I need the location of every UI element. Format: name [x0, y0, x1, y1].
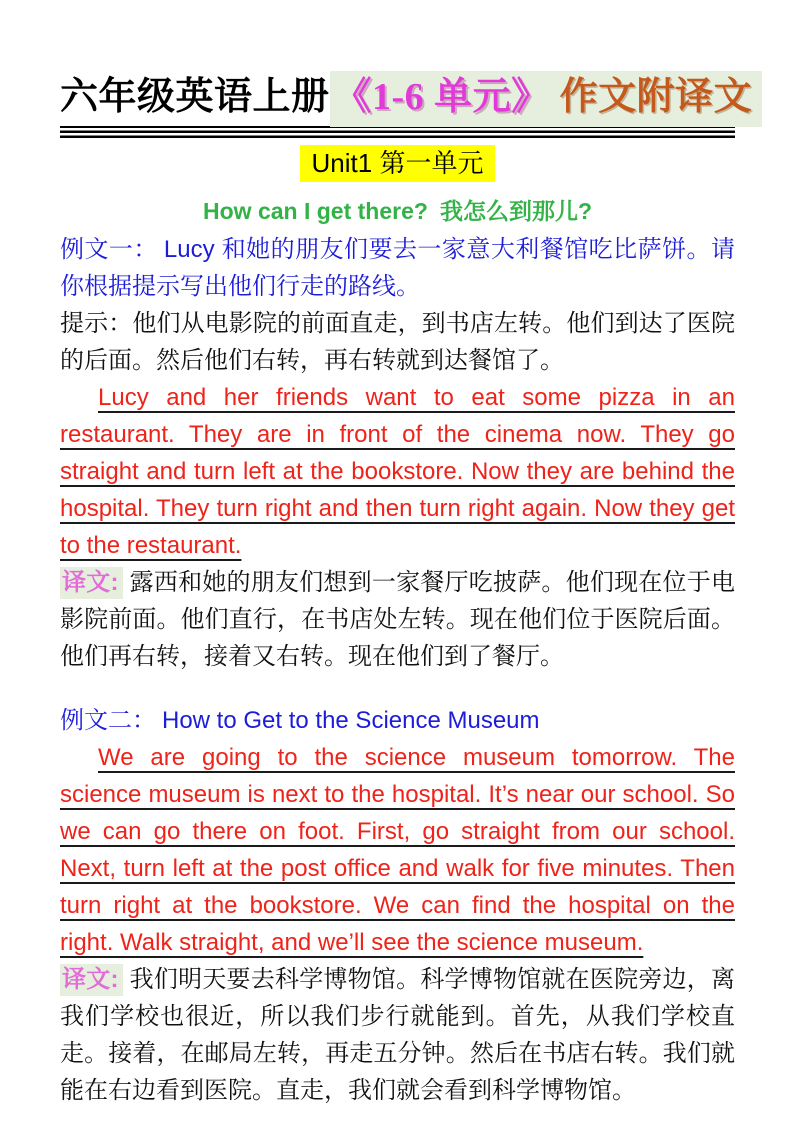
example1-translation: [60, 564, 735, 675]
example1-hint-text: 他们从电影院的前面直走，到书店左转。他们到达了医院的后面。然后他们右转，再右转就到达餐馆了。: [60, 310, 736, 374]
example1-hint-label: 提示：: [60, 310, 133, 337]
example2-essay-title: How to Get to the Science Museum: [162, 707, 540, 734]
title-suffix-text: 作文附译文: [559, 76, 753, 118]
topic-heading-zh: 我怎么到那儿?: [439, 198, 592, 224]
example1-prompt-label: 例文一：: [60, 236, 158, 263]
example2-heading: [60, 702, 735, 739]
example1-essay-english: Lucy and her friends want to eat some pizza in an restaurant. They are in front of the cinema now. They go straight and turn left at the bookstore. Now they are behind the hospital. They turn right and then turn right again. Now they get to the restaurant.: [60, 384, 735, 559]
example1-prompt-text: Lucy 和她的朋友们要去一家意大利餐馆吃比萨饼。请你根据提示写出他们行走的路线。: [60, 236, 736, 300]
example2-translation: [60, 961, 735, 1109]
example2-translation-text: 我们明天要去科学博物馆。科学博物馆就在医院旁边，离我们学校也很近，所以我们步行就能到。首先，从我们学校直走。接着，在邮局左转，再走五分钟。然后在书店右转。我们就能在右边看到医院。直走，我们就会看到科学博物馆。: [60, 966, 735, 1104]
example1-translation-text: 露西和她的朋友们想到一家餐厅吃披萨。他们现在位于电影院前面。他们直行，在书店处左转。现在他们位于医院后面。他们再右转，接着又右转。现在他们到了餐厅。: [60, 569, 735, 670]
example2-translation-label: 译文:: [60, 964, 123, 996]
topic-heading-en: How can I get there?: [203, 198, 428, 224]
example1-prompt: [60, 231, 735, 305]
unit-heading: Unit1 第一单元: [300, 145, 496, 182]
example2-essay-english: We are going to the science museum tomorrow. The science museum is next to the hospital. It’s near our school. So we can go there on foot. First, go straight from our school. Next, turn left at the post office and walk for five minutes. Then turn right at the bookstore. We can find the hospital on the right. Walk straight, and we’ll see the science museum.: [60, 744, 735, 956]
unit-heading-row: [60, 145, 735, 182]
example1-hint: [60, 305, 735, 379]
example2-heading-label: 例文二：: [60, 707, 156, 734]
title-units-text: 《1-6 单元》: [333, 76, 550, 118]
title-highlight-block: [330, 71, 763, 127]
title-grade-text: 六年级英语上册: [60, 76, 330, 118]
example1-translation-label: 译文:: [60, 567, 123, 599]
topic-heading: [60, 193, 735, 226]
triple-rule-divider: [60, 126, 735, 138]
document-title: [60, 70, 753, 124]
